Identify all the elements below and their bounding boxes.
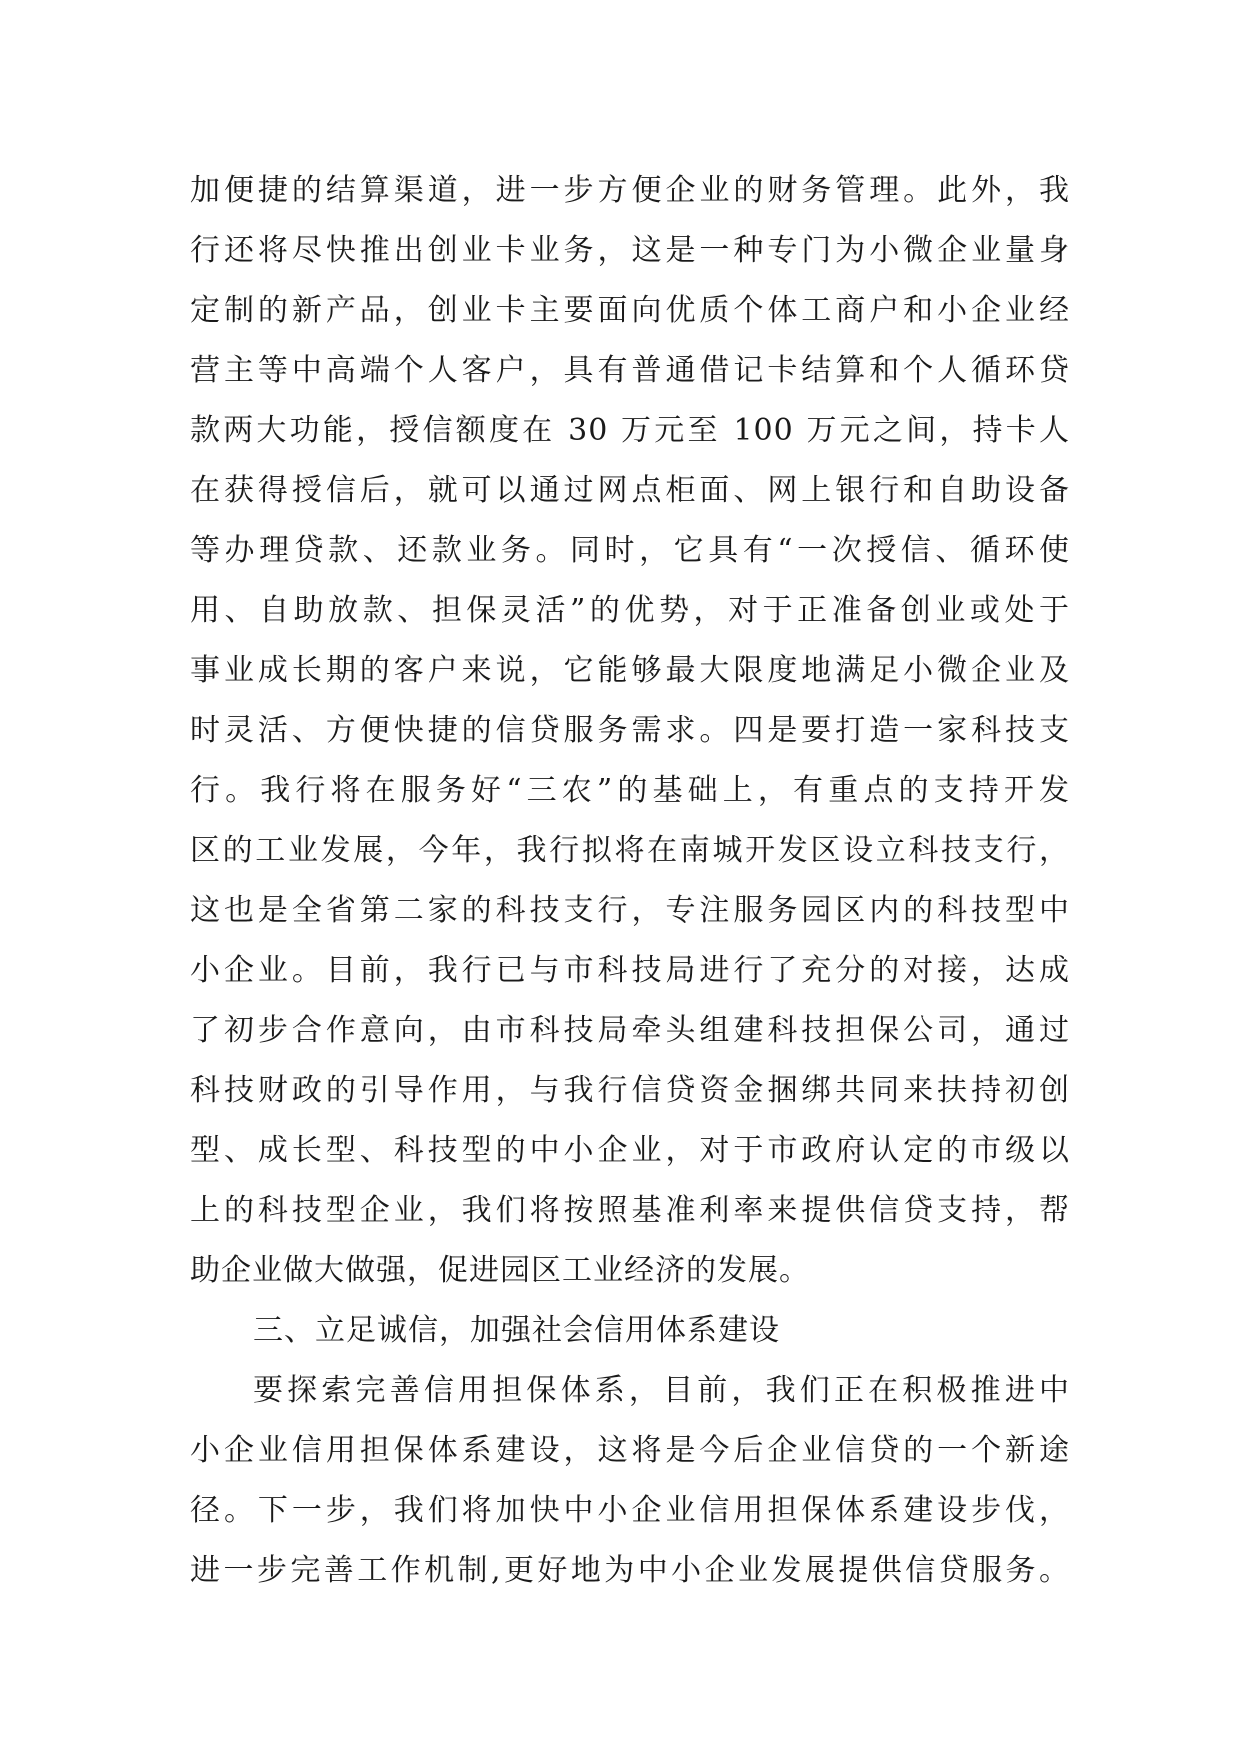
section-heading: 三、立足诚信，加强社会信用体系建设: [253, 1313, 780, 1348]
paragraph-line: 加便捷的结算渠道，进一步方便企业的财务管理。此外，我: [190, 173, 1070, 208]
paragraph-line: 时灵活、方便快捷的信贷服务需求。四是要打造一家科技支: [190, 713, 1070, 748]
document-body: [190, 161, 1070, 1601]
paragraph-line: 要探索完善信用担保体系，目前，我们正在积极推进中: [253, 1373, 1070, 1408]
paragraph-line: 上的科技型企业，我们将按照基准利率来提供信贷支持，帮: [190, 1193, 1070, 1228]
paragraph-line: 在获得授信后，就可以通过网点柜面、网上银行和自助设备: [190, 473, 1070, 508]
paragraph-1: [190, 161, 1070, 1301]
paragraph-line: 等办理贷款、还款业务。同时，它具有“一次授信、循环使: [190, 533, 1070, 568]
paragraph-line: 事业成长期的客户来说，它能够最大限度地满足小微企业及: [190, 653, 1070, 688]
paragraph-line: 款两大功能，授信额度在 30 万元至 100 万元之间，持卡人: [190, 413, 1070, 448]
paragraph-line: 这也是全省第二家的科技支行，专注服务园区内的科技型中: [190, 893, 1070, 928]
paragraph-line: 小企业。目前，我行已与市科技局进行了充分的对接，达成: [190, 953, 1070, 988]
paragraph-line: 小企业信用担保体系建设，这将是今后企业信贷的一个新途: [190, 1433, 1070, 1468]
paragraph-line: 区的工业发展，今年，我行拟将在南城开发区设立科技支行，: [190, 833, 1070, 868]
paragraph-line: 进一步完善工作机制,更好地为中小企业发展提供信贷服务。: [190, 1553, 1070, 1588]
paragraph-line: 行还将尽快推出创业卡业务，这是一种专门为小微企业量身: [190, 233, 1070, 268]
paragraph-line: 营主等中高端个人客户，具有普通借记卡结算和个人循环贷: [190, 353, 1070, 388]
paragraph-line: 径。下一步，我们将加快中小企业信用担保体系建设步伐，: [190, 1493, 1070, 1528]
paragraph-line: 行。我行将在服务好“三农”的基础上，有重点的支持开发: [190, 773, 1070, 808]
paragraph-line: 用、自助放款、担保灵活”的优势，对于正准备创业或处于: [190, 593, 1070, 628]
paragraph-line: 助企业做大做强，促进园区工业经济的发展。: [190, 1253, 810, 1288]
paragraph-line: 型、成长型、科技型的中小企业，对于市政府认定的市级以: [190, 1133, 1070, 1168]
paragraph-line: 定制的新产品，创业卡主要面向优质个体工商户和小企业经: [190, 293, 1070, 328]
paragraph-2: [190, 1361, 1070, 1601]
paragraph-line: 了初步合作意向，由市科技局牵头组建科技担保公司，通过: [190, 1013, 1070, 1048]
paragraph-line: 科技财政的引导作用，与我行信贷资金捆绑共同来扶持初创: [190, 1073, 1070, 1108]
